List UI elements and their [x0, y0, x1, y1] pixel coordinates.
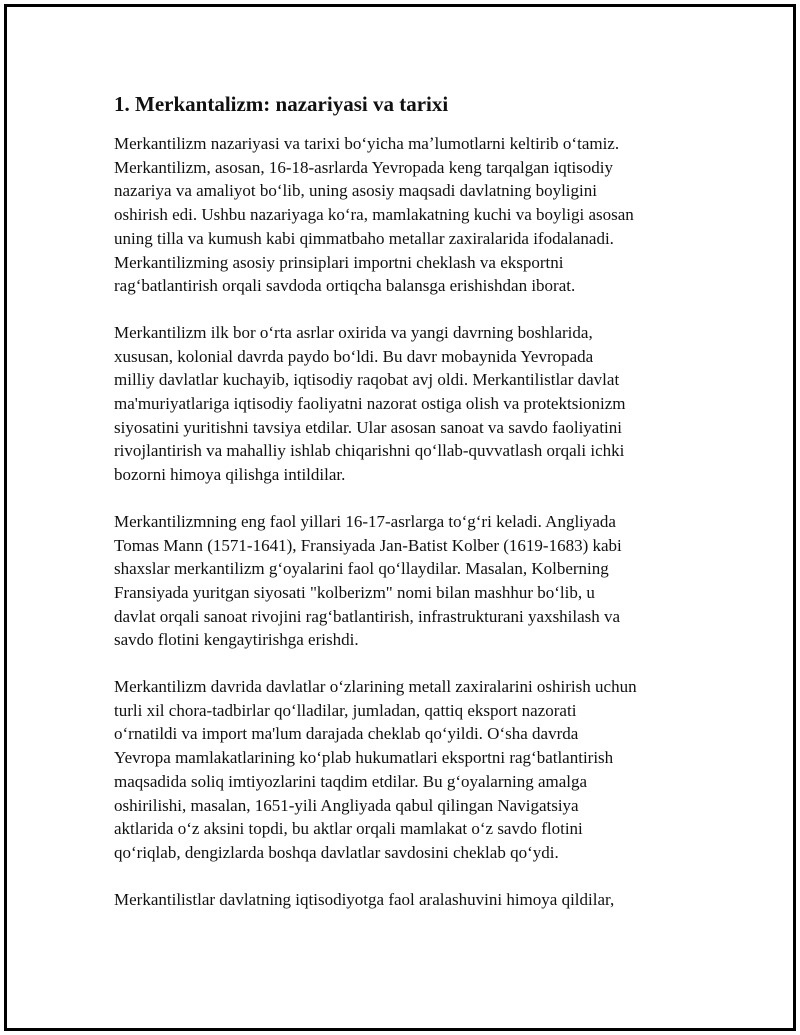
- paragraph-3: Merkantilizmning eng faol yillari 16-17-asrlarga toʻgʻri keladi. Angliyada Tomas Mann (1571-1641), Fransiyada Jan-Batist Kolber (1619-1683) kabi shaxslar merkantilizm gʻoyalarini faol qoʻllaydilar. Masalan, Kolberning Fransiyada yuritgan siyosati "kolberizm" nomi bilan mashhur boʻlib, u davlat orqali sanoat rivojini ragʻbatlantirish, infrastrukturani yaxshilash va savdo flotini kengaytirishga erishdi.: [114, 511, 622, 650]
- paragraph-5: Merkantilistlar davlatning iqtisodiyotga faol aralashuvini himoya qildilar,: [114, 889, 615, 909]
- document-body: [114, 90, 694, 934]
- section-heading: 1. Merkantalizm: nazariyasi va tarixi: [114, 92, 449, 116]
- paragraph-2: Merkantilizm ilk bor oʻrta asrlar oxirida va yangi davrning boshlarida, xususan, kolonial davrda paydo boʻldi. Bu davr mobaynida Yevropada milliy davlatlar kuchayib, iqtisodiy raqobat avj oldi. Merkantilistlar davlat ma'muriyatlariga iqtisodiy faoliyatni nazorat ostiga olish va protektsionizm siyosatini yuritishni tavsiya etdilar. Ular asosan sanoat va savdo faoliyatini rivojlantirish va mahalliy ishlab chiqarishni qoʻllab-quvvatlash orqali ichki bozorni himoya qilishga intildilar.: [114, 322, 626, 485]
- paragraph-1: Merkantilizm nazariyasi va tarixi boʻyicha maʼlumotlarni keltirib oʻtamiz. Merkantilizm, asosan, 16-18-asrlarda Yevropada keng tarqalgan iqtisodiy nazariya va amaliyot boʻlib, uning asosiy maqsadi davlatning boyligini oshirish edi. Ushbu nazariyaga koʻra, mamlakatning kuchi va boyligi asosan uning tilla va kumush kabi qimmatbaho metallar zaxiralarida ifodalanadi. Merkantilizming asosiy prinsiplari importni cheklash va eksportni ragʻbatlantirish orqali savdoda ortiqcha balansga erishishdan iborat.: [114, 134, 634, 296]
- paragraph-4: Merkantilizm davrida davlatlar oʻzlarining metall zaxiralarini oshirish uchun turli xil chora-tadbirlar qoʻlladilar, jumladan, qattiq eksport nazorati oʻrnatildi va import ma'lum darajada cheklab qoʻyildi. Oʻsha davrda Yevropa mamlakatlarining koʻplab hukumatlari eksportni ragʻbatlantirish maqsadida soliq imtiyozlarini taqdim etdilar. Bu gʻoyalarning amalga oshirilishi, masalan, 1651-yili Angliyada qabul qilingan Navigatsiya aktlarida oʻz aksini topdi, bu aktlar orqali mamlakat oʻz savdo flotini qoʻriqlab, dengizlarda boshqa davlatlar savdosini cheklab qoʻydi.: [114, 677, 637, 862]
